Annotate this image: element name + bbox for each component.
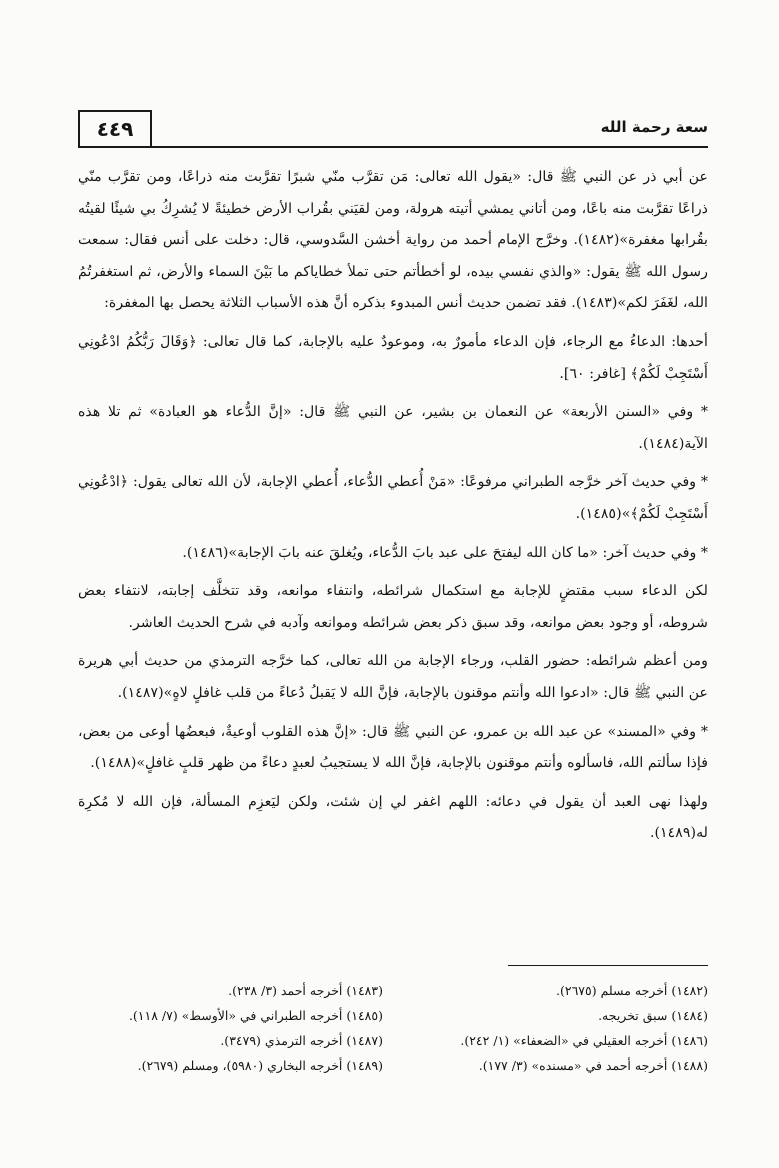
page-header bbox=[78, 112, 708, 148]
paragraph: * وفي حديث آخر: «ما كان الله ليفتحَ على عبد بابَ الدُّعاء، ويُغلقَ عنه بابَ الإجابة»(١٤٨٦). bbox=[182, 544, 708, 561]
footnote: (١٤٨٢) أخرجه مسلم (٢٦٧٥). bbox=[556, 983, 708, 998]
paragraph: ومن أعظم شرائطه: حضور القلب، ورجاء الإجابة من الله تعالى، كما خرَّجه الترمذي من حديث أبي هريرة عن النبي ﷺ قال: «ادعوا الله وأنتم موقنون بالإجابة، فإنَّ الله لا يَقبلُ دُعاءً من قلب غافلٍ لاهٍ»(١٤٨٧). bbox=[78, 653, 708, 701]
footnote: (١٤٨٦) أخرجه العقيلي في «الضعفاء» (١/ ٢٤٢). bbox=[460, 1033, 708, 1048]
page-number: ٤٤٩ bbox=[78, 110, 152, 146]
main-text bbox=[78, 162, 708, 857]
paragraph: * وفي «المسند» عن عبد الله بن عمرو، عن النبي ﷺ قال: «إنَّ هذه القلوب أوعيةٌ، فبعضُها أوعى من بعض، فإذا سألتم الله، فاسألوه وأنتم موقنون بالإجابة، فإنَّ الله لا يستجيبُ لعبدٍ دعاءً من ظهر قلبٍ غافلٍ»(١٤٨٨). bbox=[78, 723, 708, 772]
paragraph: أحدها: الدعاءُ مع الرجاء، فإن الدعاء مأمورٌ به، وموعودٌ عليه بالإجابة، كما قال تعالى: ﴿وَقَالَ رَبُّكُمُ ادْعُونِي أَسْتَجِبْ لَكُمْ﴾ [غافر: ٦٠]. bbox=[78, 333, 708, 382]
footnote: (١٤٨٩) أخرجه البخاري (٥٩٨٠)، ومسلم (٢٦٧٩). bbox=[137, 1058, 383, 1073]
paragraph: ولهذا نهى العبد أن يقول في دعائه: اللهم اغفر لي إن شئت، ولكن ليَعزِم المسألة، فإن الله لا مُكرِهَ له(١٤٨٩). bbox=[78, 793, 708, 842]
footnote-divider bbox=[508, 965, 708, 966]
footnote: (١٤٨٤) سبق تخريجه. bbox=[598, 1008, 708, 1023]
footnote: (١٤٨٧) أخرجه الترمذي (٣٤٧٩). bbox=[220, 1033, 383, 1048]
running-title: سعة رحمة الله bbox=[600, 118, 708, 136]
footnote: (١٤٨٣) أخرجه أحمد (٣/ ٢٣٨). bbox=[228, 983, 383, 998]
footnote: (١٤٨٥) أخرجه الطبراني في «الأوسط» (٧/ ١١٨). bbox=[128, 1008, 383, 1023]
footnote: (١٤٨٨) أخرجه أحمد في «مسنده» (٣/ ١٧٧). bbox=[478, 1058, 708, 1073]
footnotes bbox=[78, 965, 708, 1078]
paragraph: * وفي «السنن الأربعة» عن النعمان بن بشير، عن النبي ﷺ قال: «إنَّ الدُّعاء هو العبادة» ثم تلا هذه الآية(١٤٨٤). bbox=[78, 404, 708, 452]
paragraph: * وفي حديث آخر خرَّجه الطبراني مرفوعًا: «مَنْ أُعطي الدُّعاء، أُعطي الإجابة، لأن الله تعالى يقول: ﴿ادْعُونِي أَسْتَجِبْ لَكُمْ﴾»(١٤٨٥). bbox=[78, 474, 708, 522]
paragraph: عن أبي ذر عن النبي ﷺ قال: «يقول الله تعالى: مَن تقرَّب منّي شبرًا تقرَّبت منه ذراعًا، ومن تقرَّب منّي ذراعًا تقرَّبت منه باعًا، ومن أتاني يمشي أتيته هرولة، ومن لقيَني بقُراب الأرض خطيئةً لا يُشرِكُ بي شيئًا لقيتُه بقُرابها مغفرة»(١٤٨٢). وخرَّج الإمام أحمد من رواية أخشن السَّدوسي، قال: دخلت على أنس فقال: سمعت رسول الله ﷺ يقول: «والذي نفسي بيده، لو أخطأتم حتى تملأ خطاياكم ما بَيْنَ السماء والأرض، ثم استغفرتُمُ الله، لغَفَرَ لكم»(١٤٨٣). فقد تضمن حديث أنس المبدوء بذكره أنَّ هذه الأسباب الثلاثة يحصل بها المغفرة: bbox=[78, 169, 708, 312]
paragraph: لكن الدعاء سبب مقتضٍ للإجابة مع استكمال شرائطه، وانتفاء موانعه، وقد تتخلَّف إجابته، لانتفاء بعض شروطه، أو وجود بعض موانعه، وقد سبق ذكر بعض شرائطه وموانعه وآدبه في شرح الحديث العاشر. bbox=[78, 583, 708, 631]
